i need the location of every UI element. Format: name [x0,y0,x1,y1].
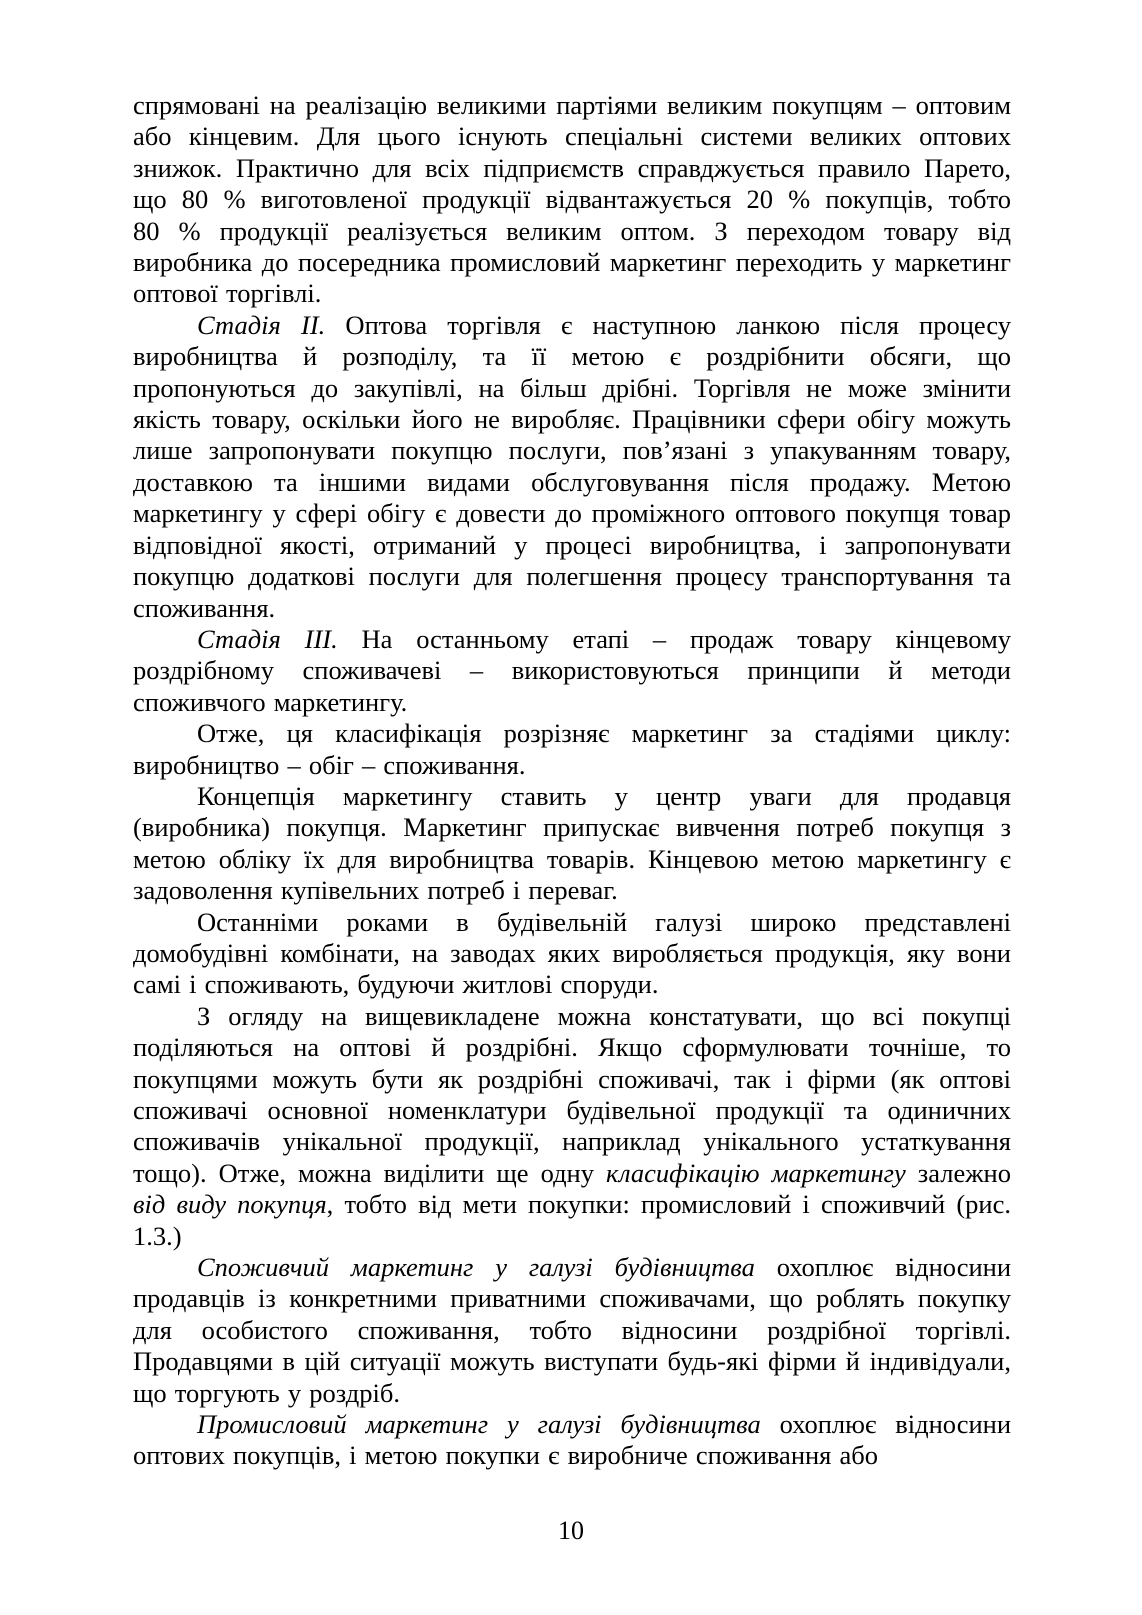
body-text: З огляду на вищевикладене можна констатувати, що всі покупці поділяються на оптові й роздрібні. Якщо сформулювати точніше, то покупцями можуть бути як роздрібні споживачі, так і фірми (як оптові споживачі основної номенклатури будівельної продукції та одиничних споживачів унікальної продукції, наприклад унікального устаткування тощо). Отже, можна виділити ще одну [133,1000,1011,1188]
body-text: , тобто від мети покупки: промисловий і споживчий (рис. 1.3.) [133,1189,1011,1251]
body-text: Отже, ця класифікація розрізняє маркетинг за стадіями циклу: виробництво – обіг – споживання. [133,718,1011,780]
body-text: охоплює відносини оптових покупців, і метою покупки є виробниче споживання або [133,1409,1011,1471]
emphasized-text: Споживчий маркетинг у галузі будівництва [197,1252,755,1283]
emphasized-text: від виду покупця [133,1189,327,1220]
page-content [133,90,1011,1472]
paragraph [133,907,1011,1001]
body-text: Концепція маркетингу ставить у центр уваги для продавця (виробника) покупця. Маркетинг припускає вивчення потреб покупця з метою обліку їх для виробництва товарів. Кінцевою метою маркетингу є задоволення купівельних потреб і переваг. [133,780,1011,906]
body-text: Останніми роками в будівельній галузі широко представлені домобудівні комбінати, на заводах яких виробляється продукція, яку вони самі і споживають, будуючи житлові споруди. [133,906,1011,1000]
paragraph [133,1252,1011,1409]
paragraph [133,624,1011,718]
paragraph [133,718,1011,781]
emphasized-text: Стадія ІІ. [197,309,326,340]
body-text: залежно [905,1157,1011,1188]
body-text: охоплює відносини продавців із конкретними приватними споживачами, що роблять покупку для особистого споживання, тобто відносини роздрібної торгівлі. Продавцями в цій ситуації можуть виступати будь-які фірми й індивідуали, що торгують у роздріб. [133,1252,1011,1408]
emphasized-text: Промисловий маркетинг у галузі будівництва [197,1409,761,1440]
body-text: На останньому етапі – продаж товару кінцевому роздрібному споживачеві – використовуються принципи й методи споживчого маркетингу. [133,623,1012,717]
emphasized-text: класифікацію маркетингу [606,1157,906,1188]
body-text: спрямовані на реалізацію великими партіями великим покупцям – оптовим або кінцевим. Для цього існують спеціальні системи великих оптових знижок. Практично для всіх підприємств справджується правило Парето, що 80 % виготовленої продукції відвантажується 20 % покупців, тобто 80 % продукції реалізується великим оптом. З переходом товару від виробника до посередника промисловий маркетинг переходить у маркетинг оптової торгівлі. [133,90,1011,309]
paragraph [133,1409,1011,1472]
page-number: 10 [558,1516,584,1545]
paragraph [133,1001,1011,1252]
paragraph [133,781,1011,907]
paragraph [133,310,1011,624]
paragraph [133,90,1011,310]
body-text: Оптова торгівля є наступною ланкою після процесу виробництва й розподілу, та її метою є роздрібнити обсяги, що пропонуються до закупівлі, на більш дрібні. Торгівля не може змінити якість товару, оскільки його не виробляє. Працівники сфери обігу можуть лише запропонувати покупцю послуги, пов’язані з упакуванням товару, доставкою та іншими видами обслуговування після продажу. Метою маркетингу у сфері обігу є довести до проміжного оптового покупця товар відповідної якості, отриманий у процесі виробництва, і запропонувати покупцю додаткові послуги для полегшення процесу транспортування та споживання. [133,309,1011,623]
emphasized-text: Стадія ІІІ. [197,623,338,654]
